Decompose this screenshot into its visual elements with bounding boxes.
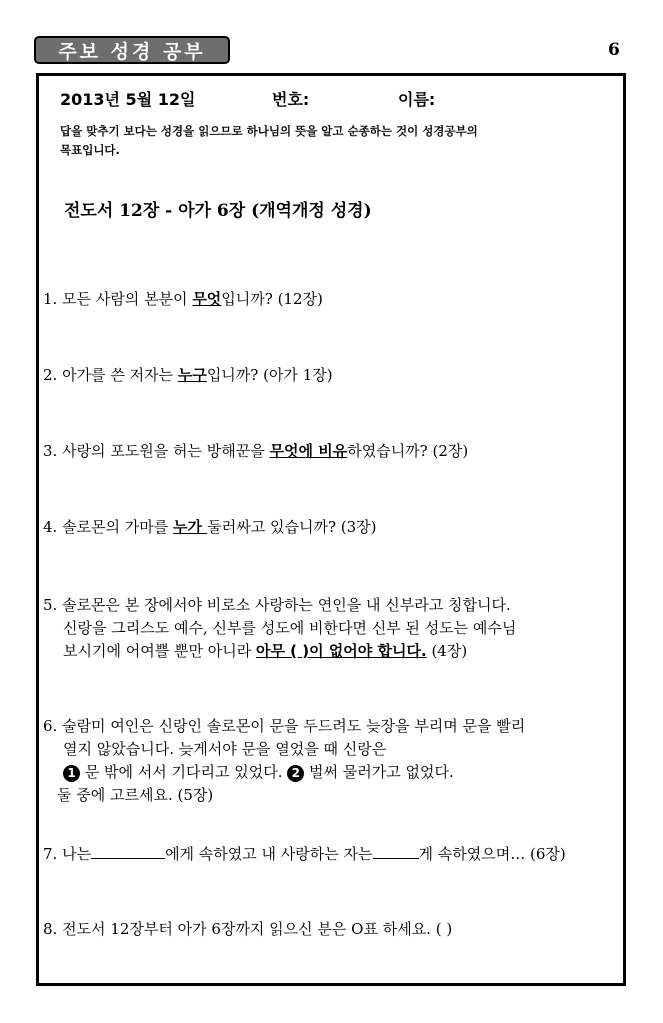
q5-ref: (4장) <box>426 642 468 660</box>
q4-text: 4. 솔로몬의 가마를 <box>43 518 174 536</box>
q6-line-4: 둘 중에 고르세요. (5장) <box>57 786 214 804</box>
q3-keyword: 무엇에 비유 <box>269 442 348 460</box>
date-label: 2013년 5월 12일 <box>60 90 196 109</box>
q6-line-2: 열지 않았습니다. 늦게서야 문을 열었을 때 신랑은 <box>63 740 387 758</box>
page-title: 전도서 12장 - 아가 6장 (개역개정 성경) <box>64 201 372 221</box>
q3-text: 3. 사랑의 포도원을 허는 방해꾼을 <box>43 442 270 460</box>
q2-ref: 입니까? (아가 1장) <box>206 366 333 384</box>
option-1-marker: 1 <box>63 765 80 782</box>
question-1 <box>43 288 323 311</box>
q8-text: 8. 전도서 12장부터 아가 6장까지 읽으신 분은 O표 하세요. ( ) <box>43 920 453 938</box>
q6-options <box>43 761 525 784</box>
question-2 <box>43 364 333 387</box>
question-6 <box>43 715 525 807</box>
number-label: 번호: <box>272 90 310 109</box>
option-1-text: 문 밖에 서서 기다리고 있었다. <box>80 763 288 781</box>
name-label: 이름: <box>398 90 436 109</box>
q4-ref: 둘러싸고 있습니까? (3장) <box>207 518 377 536</box>
q5-line-1: 5. 솔로몬은 본 장에서야 비로소 사랑하는 연인을 내 신부라고 칭합니다. <box>43 596 511 614</box>
q7-blank-2 <box>373 844 419 859</box>
question-8 <box>43 918 452 941</box>
q5-keyword: 아무 ( )이 없어야 합니다. <box>255 642 427 660</box>
q3-ref: 하였습니까? (2장) <box>347 442 469 460</box>
q2-text: 2. 아가를 쓴 저자는 <box>43 366 178 384</box>
option-2-text: 벌써 물러가고 없었다. <box>304 763 454 781</box>
option-2-marker: 2 <box>287 765 304 782</box>
q7-blank-1 <box>91 844 165 859</box>
q7-text-b: 에게 속하였고 내 사랑하는 자는 <box>165 845 373 863</box>
page-number: 6 <box>608 40 620 60</box>
q1-keyword: 무엇 <box>192 290 222 308</box>
q5-line-3-text: 보시기에 어여쁠 뿐만 아니라 <box>63 642 256 660</box>
q5-line-2: 신랑을 그리스도 예수, 신부를 성도에 비한다면 신부 된 성도는 예수님 <box>63 619 517 637</box>
question-7 <box>43 843 566 866</box>
question-4 <box>43 516 377 539</box>
q1-ref: 입니까? (12장) <box>221 290 323 308</box>
q1-text: 1. 모든 사람의 본분이 <box>43 290 193 308</box>
section-tag: 주보 성경 공부 <box>34 36 230 64</box>
question-5 <box>43 594 516 663</box>
q7-text-c: 게 속하였으며… (6장) <box>418 845 566 863</box>
question-3 <box>43 440 468 463</box>
q5-line-3 <box>43 640 516 663</box>
q4-keyword: 누가 <box>173 518 208 536</box>
intro-line-2: 목표입니다. <box>60 143 120 157</box>
q6-line-1: 6. 술람미 여인은 신랑인 솔로몬이 문을 두드려도 늦장을 부리며 문을 빨리 <box>43 717 526 735</box>
intro-line-1: 답을 맞추기 보다는 성경을 읽으므로 하나님의 뜻을 알고 순종하는 것이 성경공부의 <box>60 124 478 138</box>
q7-text-a: 7. 나는 <box>43 845 92 863</box>
q2-keyword: 누구 <box>177 366 207 384</box>
